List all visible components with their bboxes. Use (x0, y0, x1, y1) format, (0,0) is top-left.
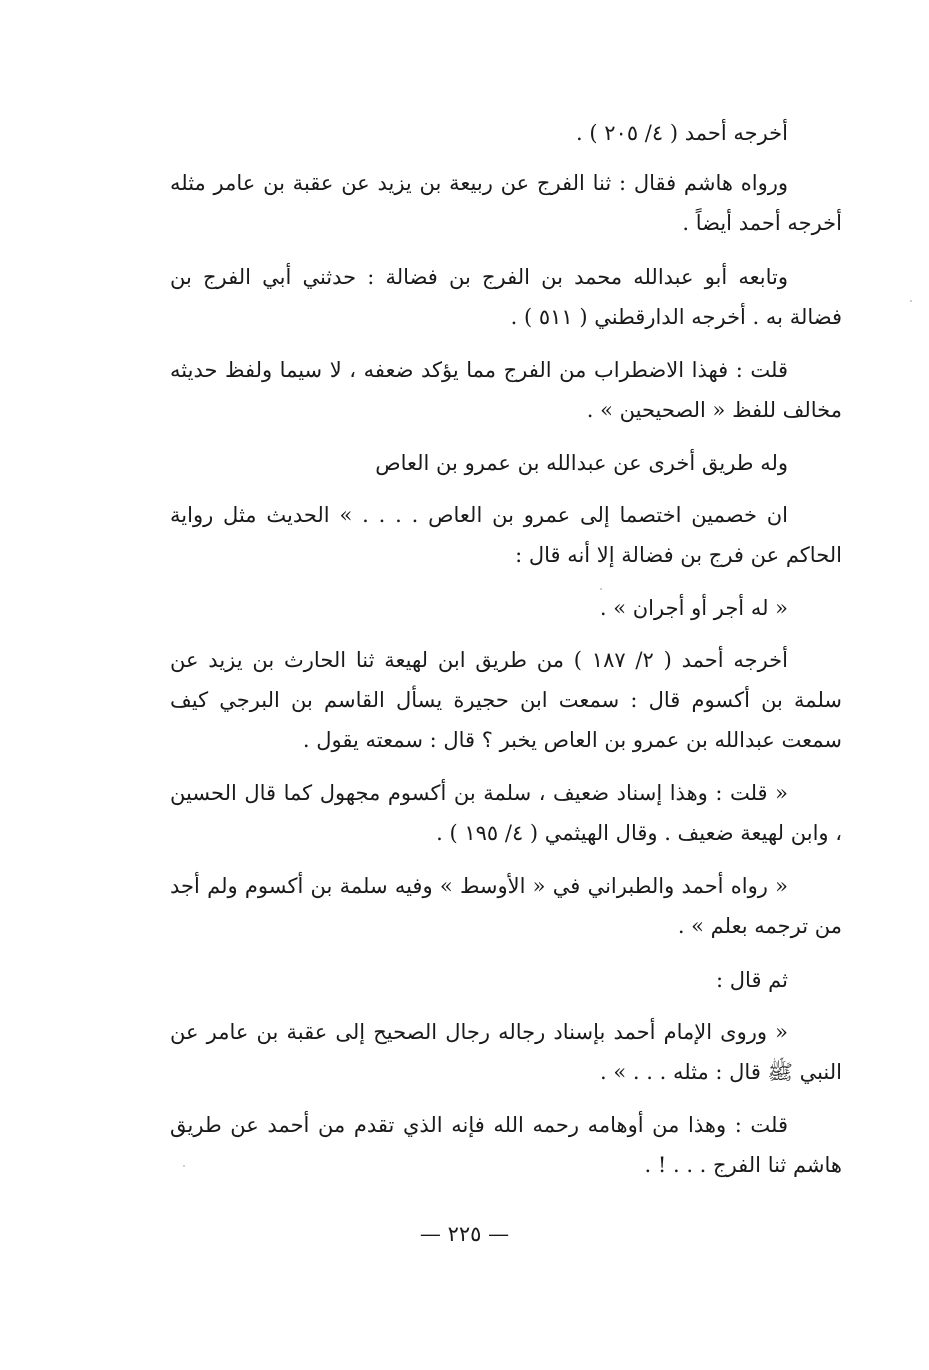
paragraph-13: قلت : وهذا من أوهامه رحمه الله فإنه الذي تقدم من أحمد عن طريق هاشم ثنا الفرج . . . ! . (170, 1113, 842, 1177)
paragraph-1: أخرجه أحمد ( ٤/ ٢٠٥ ) . (576, 121, 788, 145)
paragraph-9: « قلت : وهذا إسناد ضعيف ، سلمة بن أكسوم مجهول كما قال الحسين ، وابن لهيعة ضعيف . وقال الهيثمي ( ٤/ ١٩٥ ) . (170, 781, 842, 845)
paragraph-5: وله طريق أخرى عن عبدالله بن عمرو بن العاص (375, 451, 788, 475)
paragraph-12: « وروى الإمام أحمد بإسناد رجاله رجال الصحيح إلى عقبة بن عامر عن النبي ﷺ قال : مثله . . . » . (170, 1020, 842, 1084)
paragraph-10: « رواه أحمد والطبراني في « الأوسط » وفيه سلمة بن أكسوم ولم أجد من ترجمه بعلم » . (170, 874, 842, 938)
paragraph-2: ورواه هاشم فقال : ثنا الفرج عن ربيعة بن يزيد عن عقبة بن عامر مثله أخرجه أحمد أيضاً . (170, 171, 842, 235)
paragraph-7: « له أجر أو أجران » . (599, 596, 788, 620)
page-number: — ٢٢٥ — (419, 1222, 510, 1246)
paragraph-4: قلت : فهذا الاضطراب من الفرج مما يؤكد ضعفه ، لا سيما ولفظ حديثه مخالف للفظ « الصحيحين » . (170, 358, 842, 422)
paragraph-8: أخرجه أحمد ( ٢/ ١٨٧ ) من طريق ابن لهيعة ثنا الحارث بن يزيد عن سلمة بن أكسوم قال : سمعت ابن حجيرة يسأل القاسم بن البرجي كيف سمعت عبدالله بن عمرو بن العاص يخبر ؟ قال : سمعته يقول . (170, 648, 842, 752)
scan-speck (183, 1165, 185, 1167)
paragraph-3: وتابعه أبو عبدالله محمد بن الفرج بن فضالة : حدثني أبي الفرج بن فضالة به . أخرجه الدارقطني ( ٥١١ ) . (170, 265, 842, 329)
scan-speck (600, 588, 602, 590)
paragraph-11: ثم قال : (716, 968, 788, 992)
scan-speck (910, 300, 912, 302)
paragraph-6: ان خصمين اختصما إلى عمرو بن العاص . . . . » الحديث مثل رواية الحاكم عن فرج بن فضالة إلا أنه قال : (170, 503, 842, 567)
